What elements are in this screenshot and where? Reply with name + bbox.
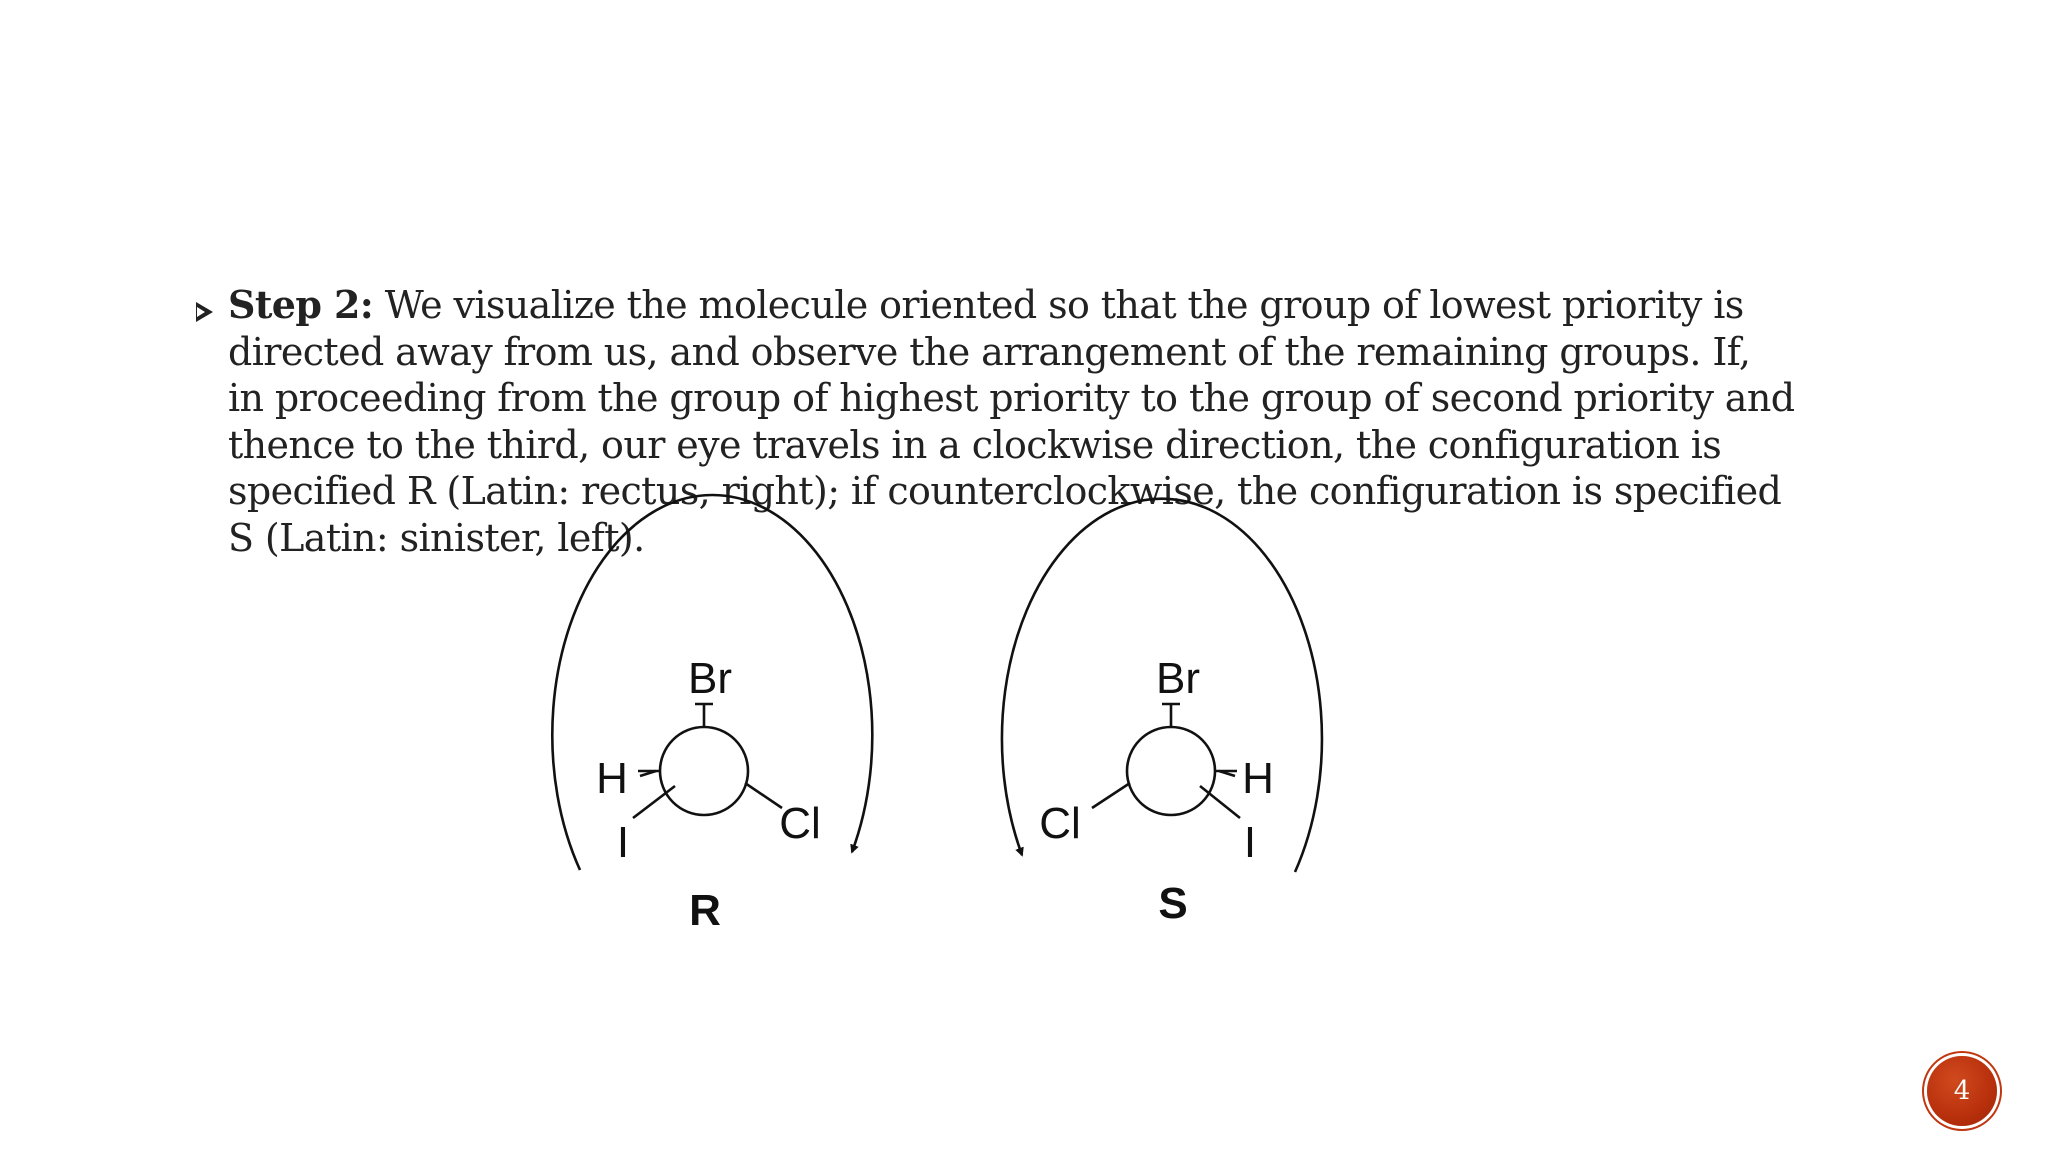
line-1-text: We visualize the molecule oriented so that the group of lowest priority is <box>373 283 1744 327</box>
paragraph-line-2: directed away from us, and observe the arrangement of the remaining groups. If, <box>228 329 1751 374</box>
bond-cl-s <box>1092 783 1130 808</box>
step-label: Step 2: <box>228 282 374 327</box>
atom-br-s: Br <box>1156 654 1200 703</box>
atom-h-s: H <box>1242 754 1274 803</box>
atom-br-r: Br <box>688 654 732 703</box>
paragraph-line-3: in proceeding from the group of highest priority to the group of second priority and <box>228 376 1795 420</box>
bond-cl-r <box>745 783 782 808</box>
paragraph-line-5: specified R (Latin: rectus, right); if counterclockwise, the configuration is specified <box>228 469 1782 513</box>
paragraph-line-4: thence to the third, our eye travels in a clockwise direction, the configuration is <box>228 422 1722 467</box>
labels-s <box>1039 654 1274 928</box>
atom-cl-s: Cl <box>1039 799 1081 848</box>
page-number: 4 <box>1953 1076 1971 1106</box>
bond-i-s <box>1200 786 1240 818</box>
back-carbon-circle-r <box>660 727 748 815</box>
atom-i-s: I <box>1243 818 1257 867</box>
atom-cl-r: Cl <box>779 799 821 848</box>
atom-i-r: I <box>616 818 630 867</box>
configuration-label-r: R <box>689 886 721 935</box>
bond-i-r <box>633 786 675 818</box>
paragraph-line-6: S (Latin: sinister, left). <box>228 515 645 560</box>
atom-h-r: H <box>596 754 628 803</box>
labels-r <box>596 654 821 935</box>
configuration-label-s: S <box>1158 879 1188 928</box>
back-carbon-circle-s <box>1127 727 1215 815</box>
page-number-badge <box>1927 1056 1997 1126</box>
